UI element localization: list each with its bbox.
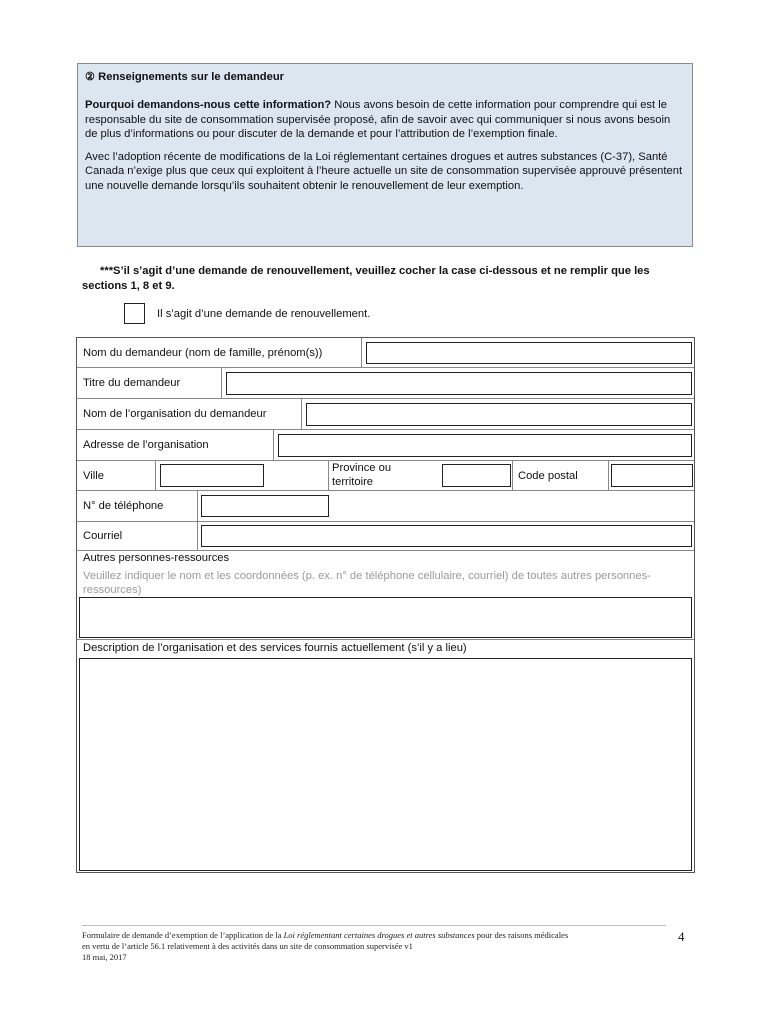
row-divider [328,461,329,490]
city-input[interactable] [160,464,264,487]
postal-code-input[interactable] [611,464,693,487]
applicant-form [76,337,695,873]
email-row [77,522,694,551]
row-divider [512,461,513,490]
why-text: Nous avons besoin de cette information pour comprendre qui est le responsable du site de consommation supervisée proposé, afin de savoir avec qui communiquer si nous avons besoin de plus d’informations ou pour discuter de la demande et pour l’attribution de l’exemption finale. [85,99,671,140]
province-label [332,461,391,489]
why-question: Pourquoi demandons-nous cette information? [85,99,332,112]
applicant-title-row [77,368,694,399]
other-contacts-label: Autres personnes-ressources [83,552,230,564]
email-label: Courriel [83,530,123,542]
city-label: Ville [83,470,104,482]
applicant-title-label: Titre du demandeur [83,377,181,389]
other-contacts-hint: Veuillez indiquer le nom et les coordonnées (p. ex. n° de téléphone cellulaire, courriel) de toutes autres personnes-ressources) [83,570,651,596]
footer-line1 [82,930,672,941]
description-row [77,640,694,872]
footer-law-title: Loi réglementant certaines drogues et autres substances [283,930,475,940]
organization-name-row [77,399,694,430]
footer-line2: en vertu de l’article 56.1 relativement à des activités dans un site de consommation supervisée v1 [82,941,413,951]
row-divider [221,368,222,398]
row-divider [608,461,609,490]
row-divider [361,338,362,367]
applicant-title-input[interactable] [226,372,692,395]
row-divider [273,430,274,460]
province-label-line1: Province ou [332,462,392,474]
row-divider [301,399,302,429]
other-contacts-row [77,551,694,640]
organization-address-input[interactable] [278,434,692,457]
description-label: Description de l’organisation et des services fournis actuellement (s’il y a lieu) [83,642,467,654]
city-province-postal-row [77,461,694,491]
email-input[interactable] [201,525,692,547]
footer-line1-suffix: pour des raisons médicales [474,930,569,940]
applicant-name-input[interactable] [366,342,692,364]
renewal-note: ***S’il s’agit d’une demande de renouvellement, veuillez cocher la case ci-dessous et ne remplir que les sections 1, 8 et 9. [82,265,650,292]
renewal-explanation-paragraph: Avec l’adoption récente de modifications de la Loi réglementant certaines drogues et autres substances (C-37), Santé Canada n’exige plus que ceux qui exploitent à l’heure actuelle un site de consommation supervisée approuvé présentent une nouvelle demande lorsqu’ils souhaitent obtenir le renouvellement de leur exemption. [85,151,683,192]
applicant-name-label: Nom du demandeur (nom de famille, prénom(s)) [83,347,323,359]
why-paragraph [85,98,685,141]
footer-divider [82,925,666,926]
renewal-checkbox[interactable] [124,303,145,324]
page-number: 4 [678,929,685,944]
row-divider [197,522,198,550]
organization-name-input[interactable] [306,403,692,426]
applicant-name-row [77,338,694,368]
organization-address-row [77,430,694,461]
province-label-line2: territoire [332,476,374,488]
phone-row [77,491,694,522]
row-divider [197,491,198,521]
section-title-text: Renseignements sur le demandeur [98,71,285,83]
phone-label: N° de téléphone [83,500,164,512]
organization-name-label: Nom de l’organisation du demandeur [83,408,267,420]
applicant-info-section [77,63,693,247]
footer-date: 18 mai, 2017 [82,952,127,962]
footer-line1-prefix: Formulaire de demande d’exemption de l’application de la [82,930,284,940]
renewal-checkbox-label: Il s’agit d’une demande de renouvellement. [157,308,371,320]
other-contacts-input[interactable] [79,597,692,638]
province-input[interactable] [442,464,511,487]
postal-code-label: Code postal [518,470,578,482]
phone-input[interactable] [201,495,329,517]
section-number-icon: ② [85,71,96,83]
organization-address-label: Adresse de l’organisation [83,439,209,451]
section-title [85,70,685,84]
footer-text [82,930,672,963]
description-input[interactable] [79,658,692,871]
row-divider [155,461,156,490]
